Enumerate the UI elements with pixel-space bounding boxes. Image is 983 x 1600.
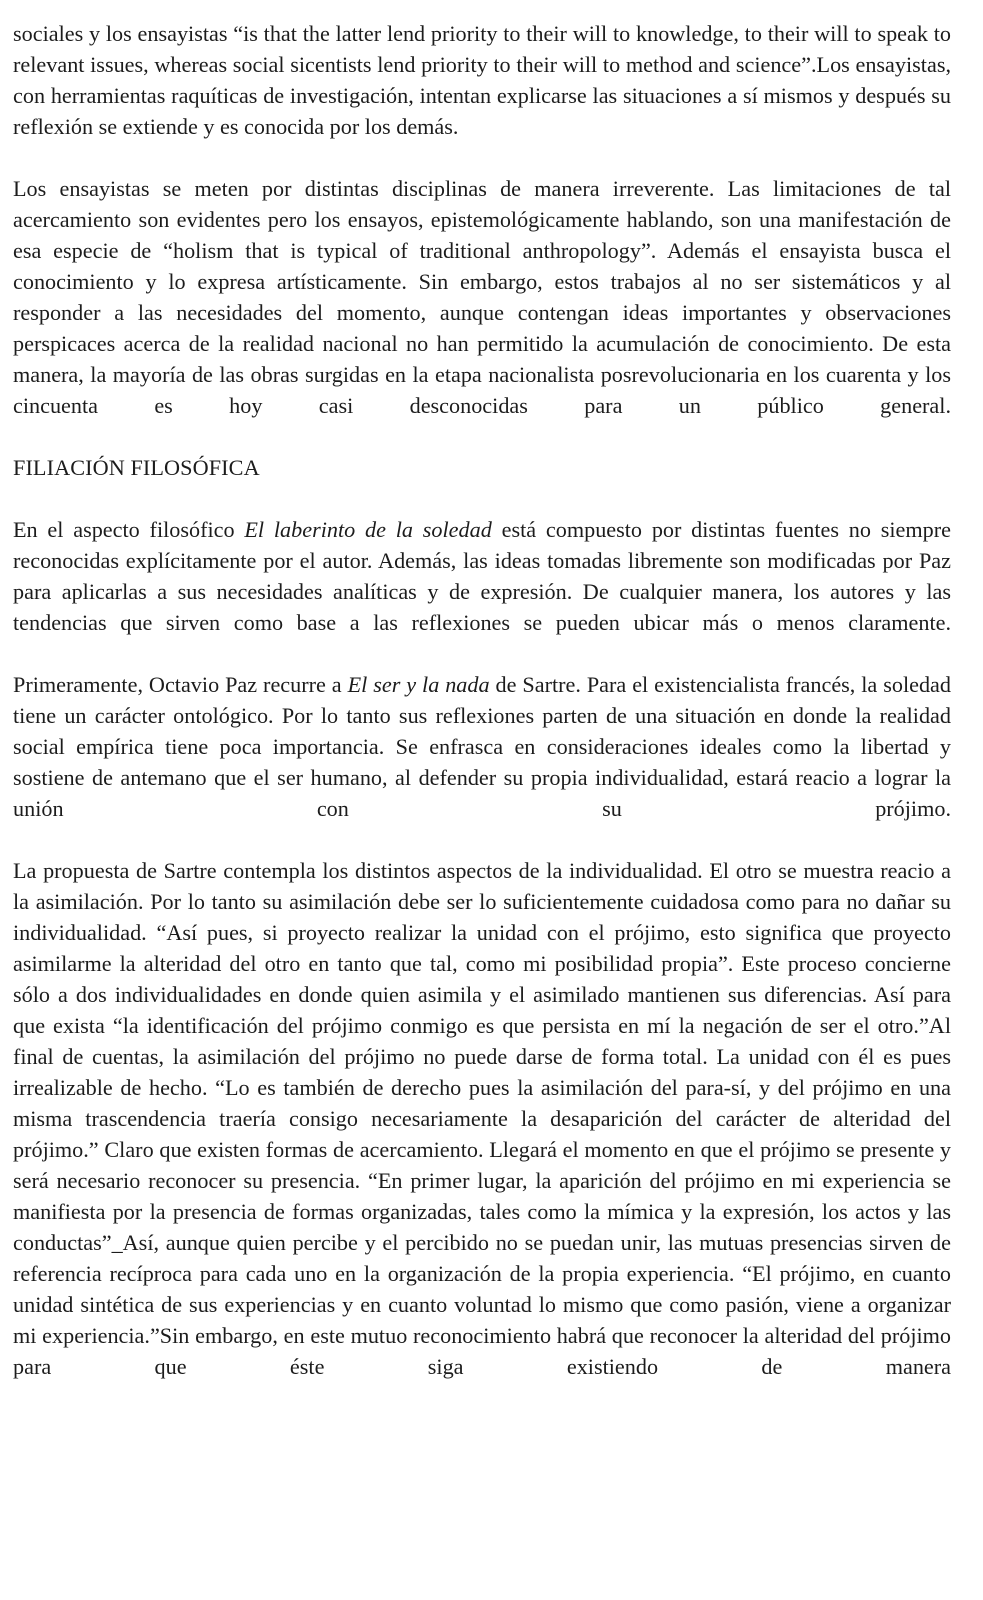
document-page <box>13 18 951 1382</box>
paragraph-philosophical-sources <box>13 514 951 638</box>
paragraph-sartre-proposal: La propuesta de Sartre contempla los distintos aspectos de la individualidad. El otro se muestra reacio a la asimilación. Por lo tanto su asimilación debe ser lo suficientemente cuidadosa como para no dañar su individualidad. “Así pues, si proyecto realizar la unidad con el prójimo, esto significa que proyecto asimilarme la alteridad del otro en tanto que tal, como mi posibilidad propia”. Este proceso concierne sólo a dos individualidades en donde quien asimila y el asimilado mantienen sus diferencias. Así para que exista “la identificación del prójimo conmigo es que persista en mí la negación de ser el otro.”Al final de cuentas, la asimilación del prójimo no puede darse de forma total. La unidad con él es pues irrealizable de hecho. “Lo es también de derecho pues la asimilación del para-sí, y del prójimo en una misma trascendencia traería consigo necesariamente la desaparición del carácter de alteridad del prójimo.” Claro que existen formas de acercamiento. Llegará el momento en que el prójimo se presente y será necesario reconocer su presencia. “En primer lugar, la aparición del prójimo en mi experiencia se manifiesta por la presencia de formas organizadas, tales como la mímica y la expresión, los actos y las conductas”_Así, aunque quien percibe y el percibido no se puedan unir, las mutuas presencias sirven de referencia recíproca para cada uno en la organización de la propia experiencia. “El prójimo, en cuanto unidad sintética de sus experiencias y en cuanto voluntad lo mismo que como pasión, viene a organizar mi experiencia.”Sin embargo, en este mutuo reconocimiento habrá que reconocer la alteridad del prójimo para que éste siga existiendo de manera <box>13 858 951 1379</box>
paragraph-essayists-disciplines: Los ensayistas se meten por distintas disciplinas de manera irreverente. Las limitaciones de tal acercamiento son evidentes pero los ensayos, epistemológicamente hablando, son una manifestación de esa especie de “holism that is typical of traditional anthropology”. Además el ensayista busca el conocimiento y lo expresa artísticamente. Sin embargo, estos trabajos al no ser sistemáticos y al responder a las necesidades del momento, aunque contengan ideas importantes y observaciones perspicaces acerca de la realidad nacional no han permitido la acumulación de conocimiento. De esta manera, la mayoría de las obras surgidas en la etapa nacionalista posrevolucionaria en los cuarenta y los cincuenta es hoy casi desconocidas para un público general. <box>13 176 951 418</box>
book-title-laberinto: El laberinto de la soledad <box>244 517 492 542</box>
paragraph-text: En el aspecto filosófico <box>13 517 245 542</box>
paragraph-text: Primeramente, Octavio Paz recurre a <box>13 672 348 697</box>
paragraph-text: está compuesto por distintas fuentes no siempre reconocidas explícitamente por el autor. Además, las ideas tomadas libremente son modificadas por Paz para aplicarlas a sus necesidades analíticas y de expresión. De cualquier manera, los autores y las tendencias que sirven como base a las reflexiones se pueden ubicar más o menos claramente. <box>13 517 951 635</box>
section-heading: FILIACIÓN FILOSÓFICA <box>13 455 260 480</box>
paragraph-essayists-knowledge: sociales y los ensayistas “is that the latter lend priority to their will to knowledge, to their will to speak to relevant issues, whereas social sicentists lend priority to their will to method and science”.Los ensayistas, con herramientas raquíticas de investigación, intentan explicarse las situaciones a sí mismos y después su reflexión se extiende y es conocida por los demás. <box>13 21 951 139</box>
paragraph-sartre-intro <box>13 669 951 824</box>
book-title-ser-nada: El ser y la nada <box>347 672 490 697</box>
paragraph-text: de Sartre. Para el existencialista francés, la soledad tiene un carácter ontológico. Por lo tanto sus reflexiones parten de una situación en donde la realidad social empírica tiene poca importancia. Se enfrasca en consideraciones ideales como la libertad y sostiene de antemano que el ser humano, al defender su propia individualidad, estará reacio a lograr la unión con su prójimo. <box>13 672 951 821</box>
